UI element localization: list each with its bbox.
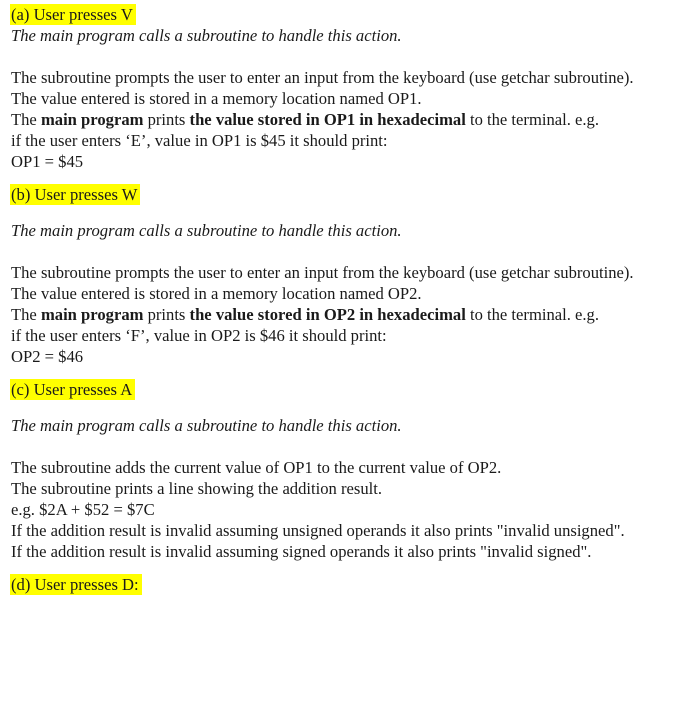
section-a-paragraph-3: The main program prints the value stored in OP1 in hexadecimal to the terminal. e.g. (11, 110, 599, 129)
section-c-paragraph-1: The subroutine adds the current value of OP1 to the current value of OP2. (11, 458, 502, 477)
section-a-heading: (a) User presses V (10, 4, 136, 25)
section-b-paragraph-1: The subroutine prompts the user to enter an input from the keyboard (use getchar subroutine). (11, 263, 634, 282)
section-a-example-output: OP1 = $45 (11, 152, 84, 171)
section-d (11, 574, 679, 595)
section-a-intro: The main program calls a subroutine to handle this action. (11, 26, 402, 45)
section-b-paragraph-2: The value entered is stored in a memory location named OP2. (11, 284, 422, 303)
section-c-intro: The main program calls a subroutine to handle this action. (11, 416, 402, 435)
section-c-example: e.g. $2A + $52 = $7C (11, 500, 155, 519)
section-b-intro: The main program calls a subroutine to handle this action. (11, 221, 402, 240)
section-c-heading: (c) User presses A (10, 379, 135, 400)
document-body (11, 4, 679, 595)
section-b-paragraph-3: The main program prints the value stored in OP2 in hexadecimal to the terminal. e.g. (11, 305, 599, 324)
section-c (11, 379, 679, 562)
section-c-paragraph-2: The subroutine prints a line showing the addition result. (11, 479, 382, 498)
section-a-paragraph-4: if the user enters ‘E’, value in OP1 is $45 it should print: (11, 131, 388, 150)
section-c-paragraph-4: If the addition result is invalid assuming unsigned operands it also prints "invalid unsigned". (11, 521, 625, 540)
section-d-heading: (d) User presses D: (10, 574, 142, 595)
section-b-paragraph-4: if the user enters ‘F’, value in OP2 is $46 it should print: (11, 326, 387, 345)
section-b-example-output: OP2 = $46 (11, 347, 84, 366)
section-a-paragraph-2: The value entered is stored in a memory location named OP1. (11, 89, 422, 108)
section-a (11, 4, 679, 172)
section-a-paragraph-1: The subroutine prompts the user to enter an input from the keyboard (use getchar subroutine). (11, 68, 634, 87)
section-b (11, 184, 679, 367)
section-b-heading: (b) User presses W (10, 184, 140, 205)
section-c-paragraph-5: If the addition result is invalid assuming signed operands it also prints "invalid signed". (11, 542, 592, 561)
